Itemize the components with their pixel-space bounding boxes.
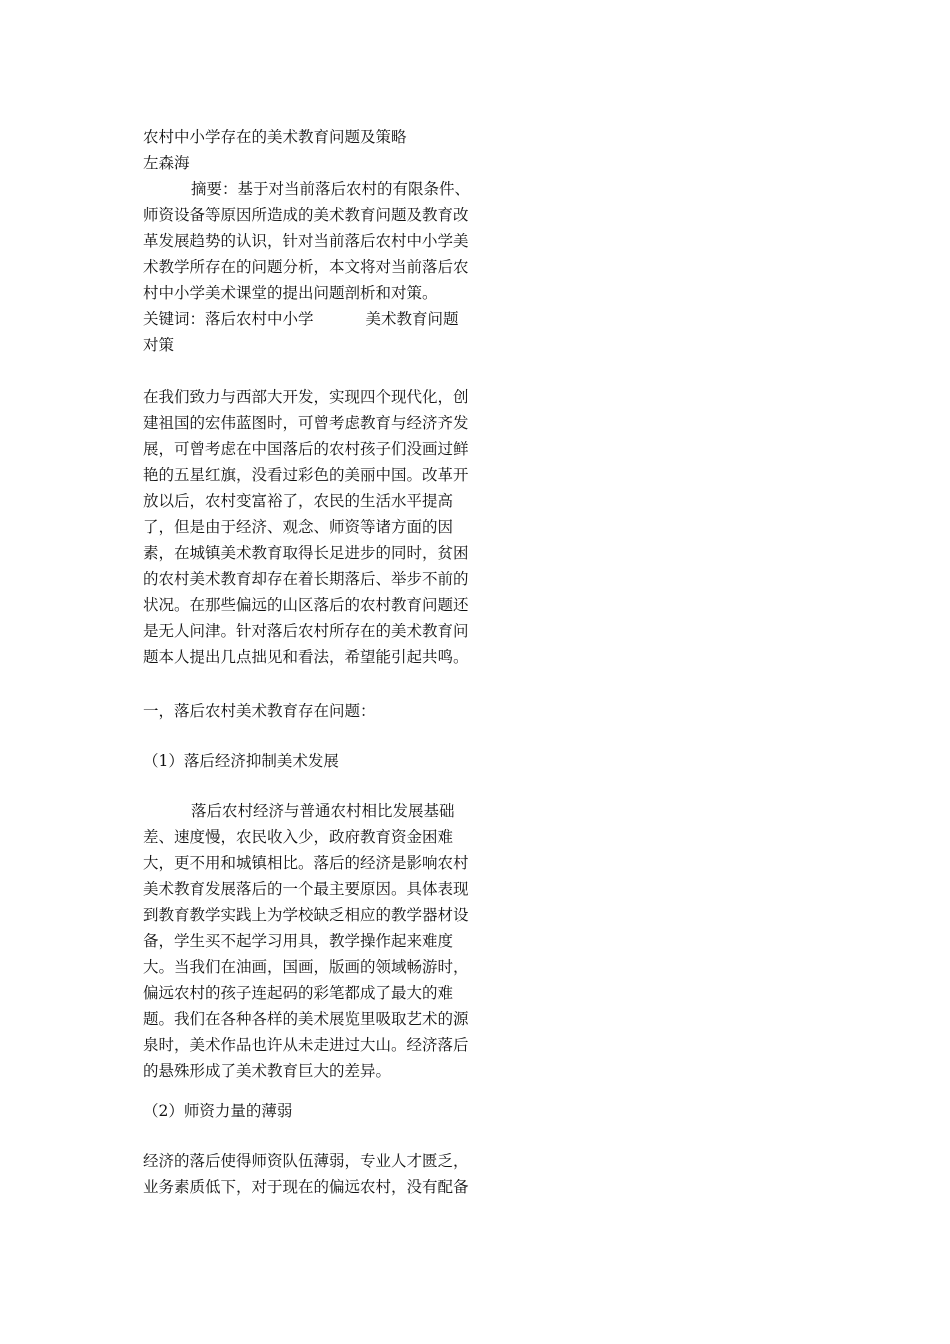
author-name: 左森海 [143,154,190,172]
subsection-heading: （2）师资力量的薄弱 [143,1102,293,1120]
keywords-label-first: 关键词：落后农村中小学 [143,310,314,328]
intro-line: 题本人提出几点拙见和看法，希望能引起共鸣。 [143,648,469,666]
intro-line: 在我们致力与西部大开发，实现四个现代化，创 [143,388,469,406]
abstract-line: 革发展趋势的认识，针对当前落后农村中小学美 [143,232,469,250]
paragraph-line: 的悬殊形成了美术教育巨大的差异。 [143,1062,392,1080]
paragraph-line: 题。我们在各种各样的美术展览里吸取艺术的源 [143,1010,469,1028]
paragraph-line: 大。当我们在油画，国画，版画的领域畅游时， [143,958,469,976]
paragraph-line: 美术教育发展落后的一个最主要原因。具体表现 [143,880,469,898]
paragraph-line: 偏远农村的孩子连起码的彩笔都成了最大的难 [143,984,454,1002]
paragraph-line: 经济的落后使得师资队伍薄弱，专业人才匮乏， [143,1152,469,1170]
subsection-paragraph [143,1148,499,1200]
intro-line: 素，在城镇美术教育取得长足进步的同时，贫困 [143,544,469,562]
abstract-line [143,176,499,202]
intro-line: 建祖国的宏伟蓝图时，可曾考虑教育与经济齐发 [143,414,469,432]
intro-line: 展，可曾考虑在中国落后的农村孩子们没画过鲜 [143,440,469,458]
abstract-line: 村中小学美术课堂的提出问题剖析和对策。 [143,284,438,302]
intro-paragraph [143,384,499,670]
intro-line: 放以后，农村变富裕了，农民的生活水平提高 [143,492,454,510]
abstract-line: 师资设备等原因所造成的美术教育问题及教育改 [143,206,469,224]
intro-line: 艳的五星红旗，没看过彩色的美丽中国。改革开 [143,466,469,484]
intro-line: 了，但是由于经济、观念、师资等诸方面的因 [143,518,454,536]
paragraph-line-text: 落后农村经济与普通农村相比发展基础 [191,802,455,820]
intro-line: 的农村美术教育却存在着长期落后、举步不前的 [143,570,469,588]
paragraph-line: 到教育教学实践上为学校缺乏相应的教学器材设 [143,906,469,924]
section-heading: 一，落后农村美术教育存在问题： [143,702,376,720]
intro-line: 状况。在那些偏远的山区落后的农村教育问题还 [143,596,469,614]
keywords-block [143,306,499,358]
intro-line: 是无人问津。针对落后农村所存在的美术教育问 [143,622,469,640]
paragraph-line: 泉时，美术作品也许从未走进过大山。经济落后 [143,1036,469,1054]
document-title: 农村中小学存在的美术教育问题及策略 [143,128,407,146]
paragraph-line: 备，学生买不起学习用具，教学操作起来难度 [143,932,454,950]
subsection-heading: （1）落后经济抑制美术发展 [143,752,339,770]
paragraph-line [143,798,499,824]
keyword-second: 美术教育问题 [365,310,459,328]
abstract-line: 术教学所存在的问题分析，本文将对当前落后农 [143,258,469,276]
abstract-block [143,176,499,306]
subsection-paragraph [143,798,499,1084]
abstract-line-text: 摘要：基于对当前落后农村的有限条件、 [191,180,471,198]
keyword-third: 对策 [143,336,175,354]
keywords-line [143,306,499,332]
paragraph-line: 差、速度慢，农民收入少，政府教育资金困难 [143,828,454,846]
document-header-block [143,124,499,670]
paragraph-line: 大，更不用和城镇相比。落后的经济是影响农村 [143,854,469,872]
paragraph-line: 业务素质低下，对于现在的偏远农村，没有配备 [143,1178,469,1196]
